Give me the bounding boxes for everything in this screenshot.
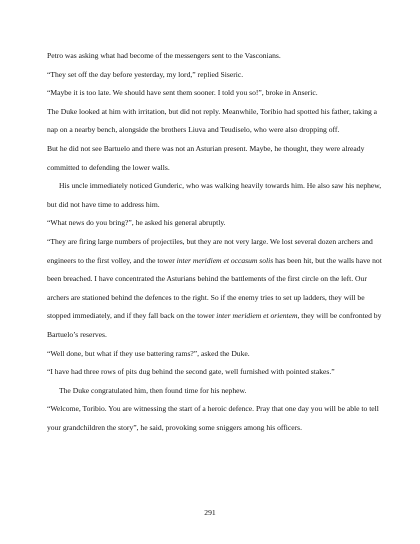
text-run: , they will be confronted by Bartuelo’s reserves. [47,311,382,339]
page-number: 291 [204,508,216,517]
paragraph [47,177,382,214]
paragraph [47,233,382,345]
text-run: “I have had three rows of pits dug behind the second gate, well furnished with pointed stakes.” [47,367,335,377]
paragraph [47,400,382,437]
text-run: “Well done, but what if they use battering rams?”, asked the Duke. [47,348,250,358]
paragraph [47,214,382,233]
text-run: “Maybe it is too late. We should have sent them sooner. I told you so!”, broke in Anseric. [47,88,318,98]
text-run: The Duke looked at him with irritation, but did not reply. Meanwhile, Toribio had spotted his father, taking a nap on a nearby bench, alongside the brothers Liuva and Teudiselo, who were also dropping off. [47,106,378,135]
paragraph [47,382,382,401]
body-text [47,47,382,437]
paragraph [47,47,382,66]
paragraph [47,84,382,103]
text-run: “Welcome, Toribio. You are witnessing the start of a heroic defence. Pray that one day you will be able to tell your grandchildren the story”, he said, provoking some sniggers among his officers. [47,404,379,432]
italic-phrase: inter meridiem et orientem [216,311,298,321]
italic-phrase: inter meridiem et occasum solis [176,255,274,265]
text-run: “They are firing large numbers of projectiles, but they are not very large. We lost several dozen archers and engineers to the first volley, and the tower [47,236,373,265]
paragraph [47,345,382,364]
paragraph [47,363,382,382]
text-run: Petro was asking what had become of the messengers sent to the Vasconians. [47,51,281,60]
text-run: “What news do you bring?”, he asked his general abruptly. [47,218,226,228]
text-run: has been hit, but the walls have not been breached. I have concentrated the Asturians behind the battlements of the first circle on the left. Our archers are stationed behind the defences to the right. So if the enemy tries to set up ladders, they will be stopped immediately, and if they fall back on the tower [47,255,382,321]
paragraph [47,140,382,177]
text-run: His uncle immediately noticed Gunderic, who was walking heavily towards him. He also saw his nephew, but did not have time to address him. [47,181,382,209]
text-run: The Duke congratulated him, then found time for his nephew. [59,385,247,395]
text-run: But he did not see Bartuelo and there was not an Asturian present. Maybe, he thought, they were already committed to defending the lower walls. [47,143,365,172]
paragraph [47,103,382,140]
text-run: “They set off the day before yesterday, my lord,” replied Siseric. [47,69,244,79]
paragraph [47,66,382,85]
